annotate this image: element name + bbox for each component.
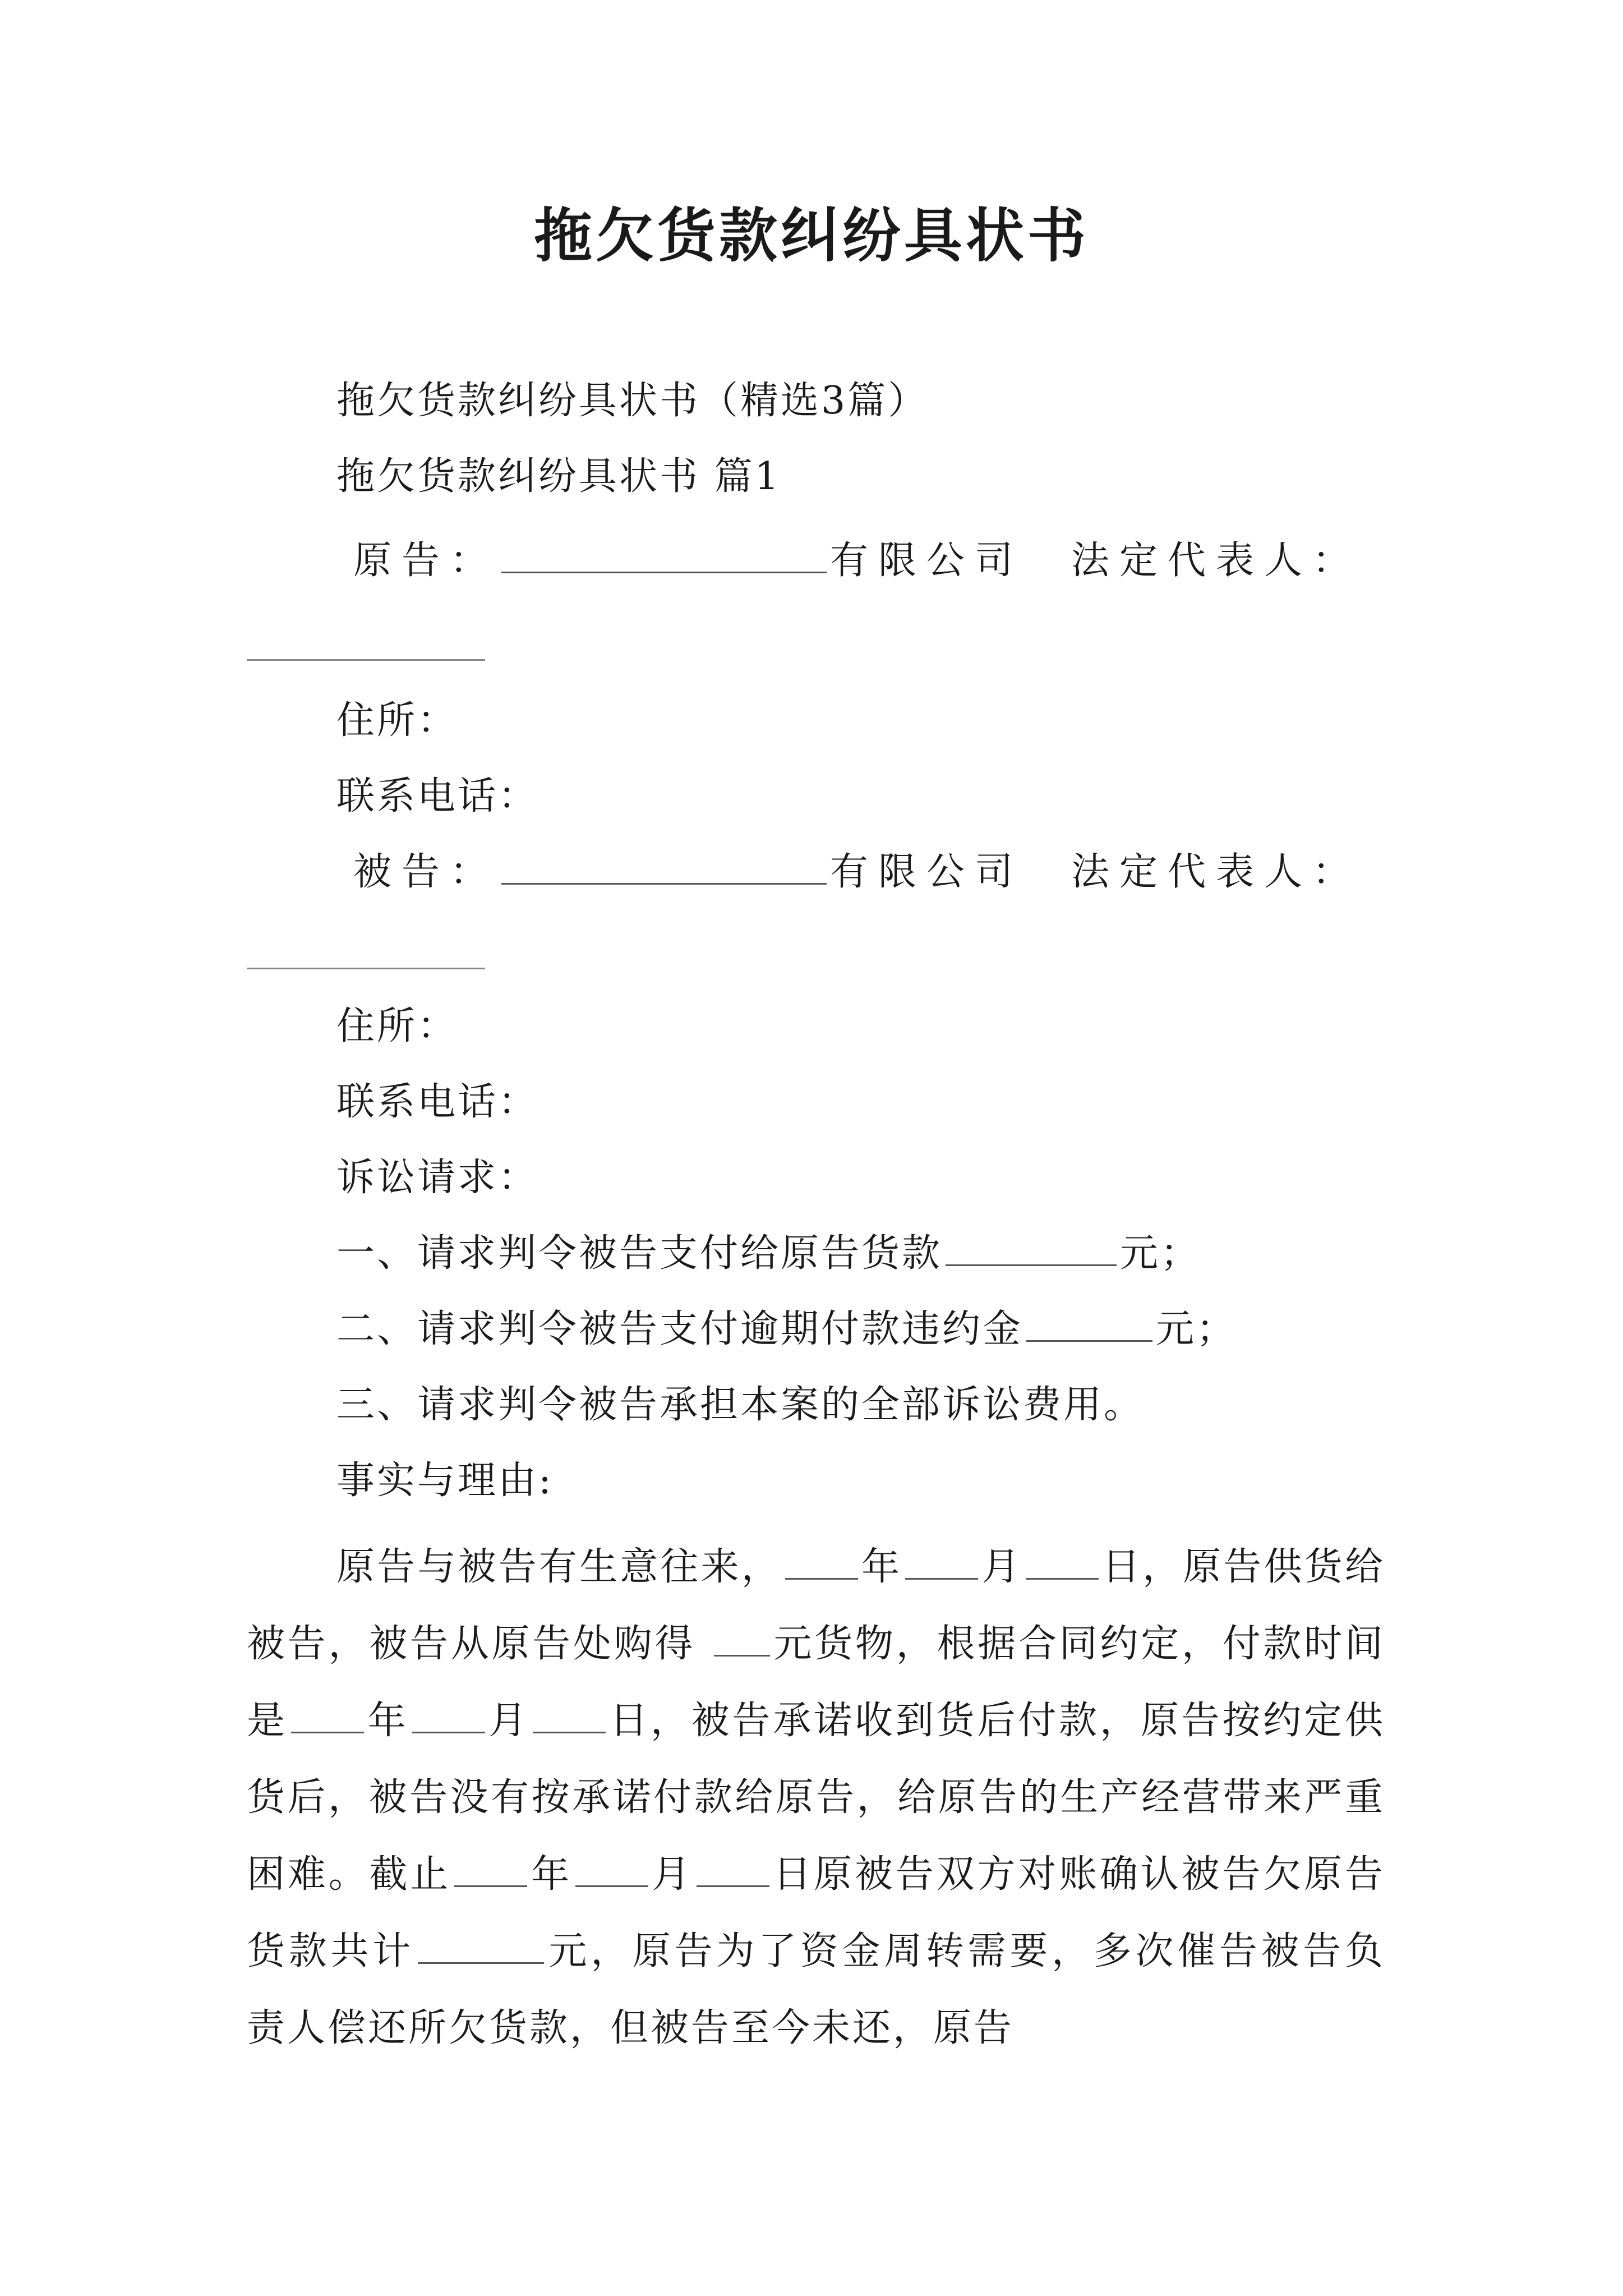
facts-text-2: 日，原告供货给被告，被告从原告处购得 xyxy=(247,1545,1385,1666)
date-blank xyxy=(454,1852,527,1887)
plaintiff-rep-label: 法定代表人： xyxy=(1071,539,1361,583)
amount-blank xyxy=(418,1929,544,1964)
date-blank xyxy=(412,1698,485,1733)
year-label: 年 xyxy=(531,1852,572,1897)
facts-paragraph xyxy=(247,1529,1385,2067)
date-blank xyxy=(1026,1544,1099,1580)
plaintiff-address-label: 住所： xyxy=(336,698,458,743)
section-title: 拖欠货款纠纷具状书 篇1 xyxy=(336,454,781,499)
plaintiff-name-blank xyxy=(501,538,827,573)
claim-item-1 xyxy=(336,1226,1201,1282)
date-blank xyxy=(697,1852,769,1887)
facts-text-4: 日，被告承诺收到货后付款，原告按约定供货后，被告没有按承诺付款给原告，给原告的生产经营带来严重困难。截止 xyxy=(247,1699,1385,1897)
month-label: 月 xyxy=(651,1852,693,1897)
claims-heading: 诉讼请求： xyxy=(336,1156,539,1200)
document-title: 拖欠货款纠纷具状书 xyxy=(533,201,1089,270)
claim-item-1-suffix: 元； xyxy=(1120,1231,1201,1276)
month-label: 月 xyxy=(981,1545,1022,1589)
date-blank xyxy=(905,1544,978,1580)
document-subtitle: 拖欠货款纠纷具状书（精选3篇） xyxy=(336,379,929,423)
plaintiff-label: 原告： xyxy=(353,539,499,583)
claim-item-2-blank xyxy=(1026,1306,1152,1342)
facts-heading: 事实与理由: xyxy=(336,1458,554,1503)
plaintiff-phone-label: 联系电话： xyxy=(336,774,539,818)
defendant-rep-blank xyxy=(247,968,485,969)
facts-text-3: 元货物，根据合同约定，付款时间是 xyxy=(247,1622,1385,1743)
claim-item-1-blank xyxy=(946,1231,1117,1266)
date-blank xyxy=(785,1544,858,1580)
claim-item-2-text: 二、请求判令被告支付逾期付款违约金 xyxy=(336,1307,1023,1351)
claim-item-2-suffix: 元； xyxy=(1156,1307,1237,1351)
facts-text-5: 日原被告双方对账确认被告欠原告货款共计 xyxy=(247,1852,1385,1973)
defendant-address-label: 住所： xyxy=(336,1004,458,1048)
year-label: 年 xyxy=(861,1545,902,1589)
defendant-company-suffix: 有限公司 xyxy=(830,850,1023,894)
defendant-line xyxy=(353,844,1361,900)
defendant-name-blank xyxy=(501,849,827,885)
facts-text-6: 元，原告为了资金周转需要，多次催告被告负责人偿还所欠货款，但被告至今未还，原告 xyxy=(247,1929,1385,2050)
goods-blank xyxy=(714,1621,770,1657)
facts-text-1: 原告与被告有生意往来， xyxy=(336,1545,782,1589)
month-label: 月 xyxy=(488,1699,530,1743)
date-blank xyxy=(533,1698,606,1733)
plaintiff-company-suffix: 有限公司 xyxy=(830,539,1023,583)
plaintiff-rep-blank xyxy=(247,659,485,661)
date-blank xyxy=(291,1698,364,1733)
year-label: 年 xyxy=(367,1699,409,1743)
defendant-rep-label: 法定代表人： xyxy=(1071,850,1361,894)
date-blank xyxy=(575,1852,648,1887)
defendant-label: 被告： xyxy=(353,850,499,894)
claim-item-3: 三、请求判令被告承担本案的全部诉讼费用。 xyxy=(336,1383,1145,1427)
defendant-phone-label: 联系电话： xyxy=(336,1080,539,1124)
claim-item-2 xyxy=(336,1301,1237,1358)
plaintiff-line xyxy=(353,533,1361,589)
claim-item-1-text: 一、请求判令被告支付给原告货款 xyxy=(336,1231,943,1276)
